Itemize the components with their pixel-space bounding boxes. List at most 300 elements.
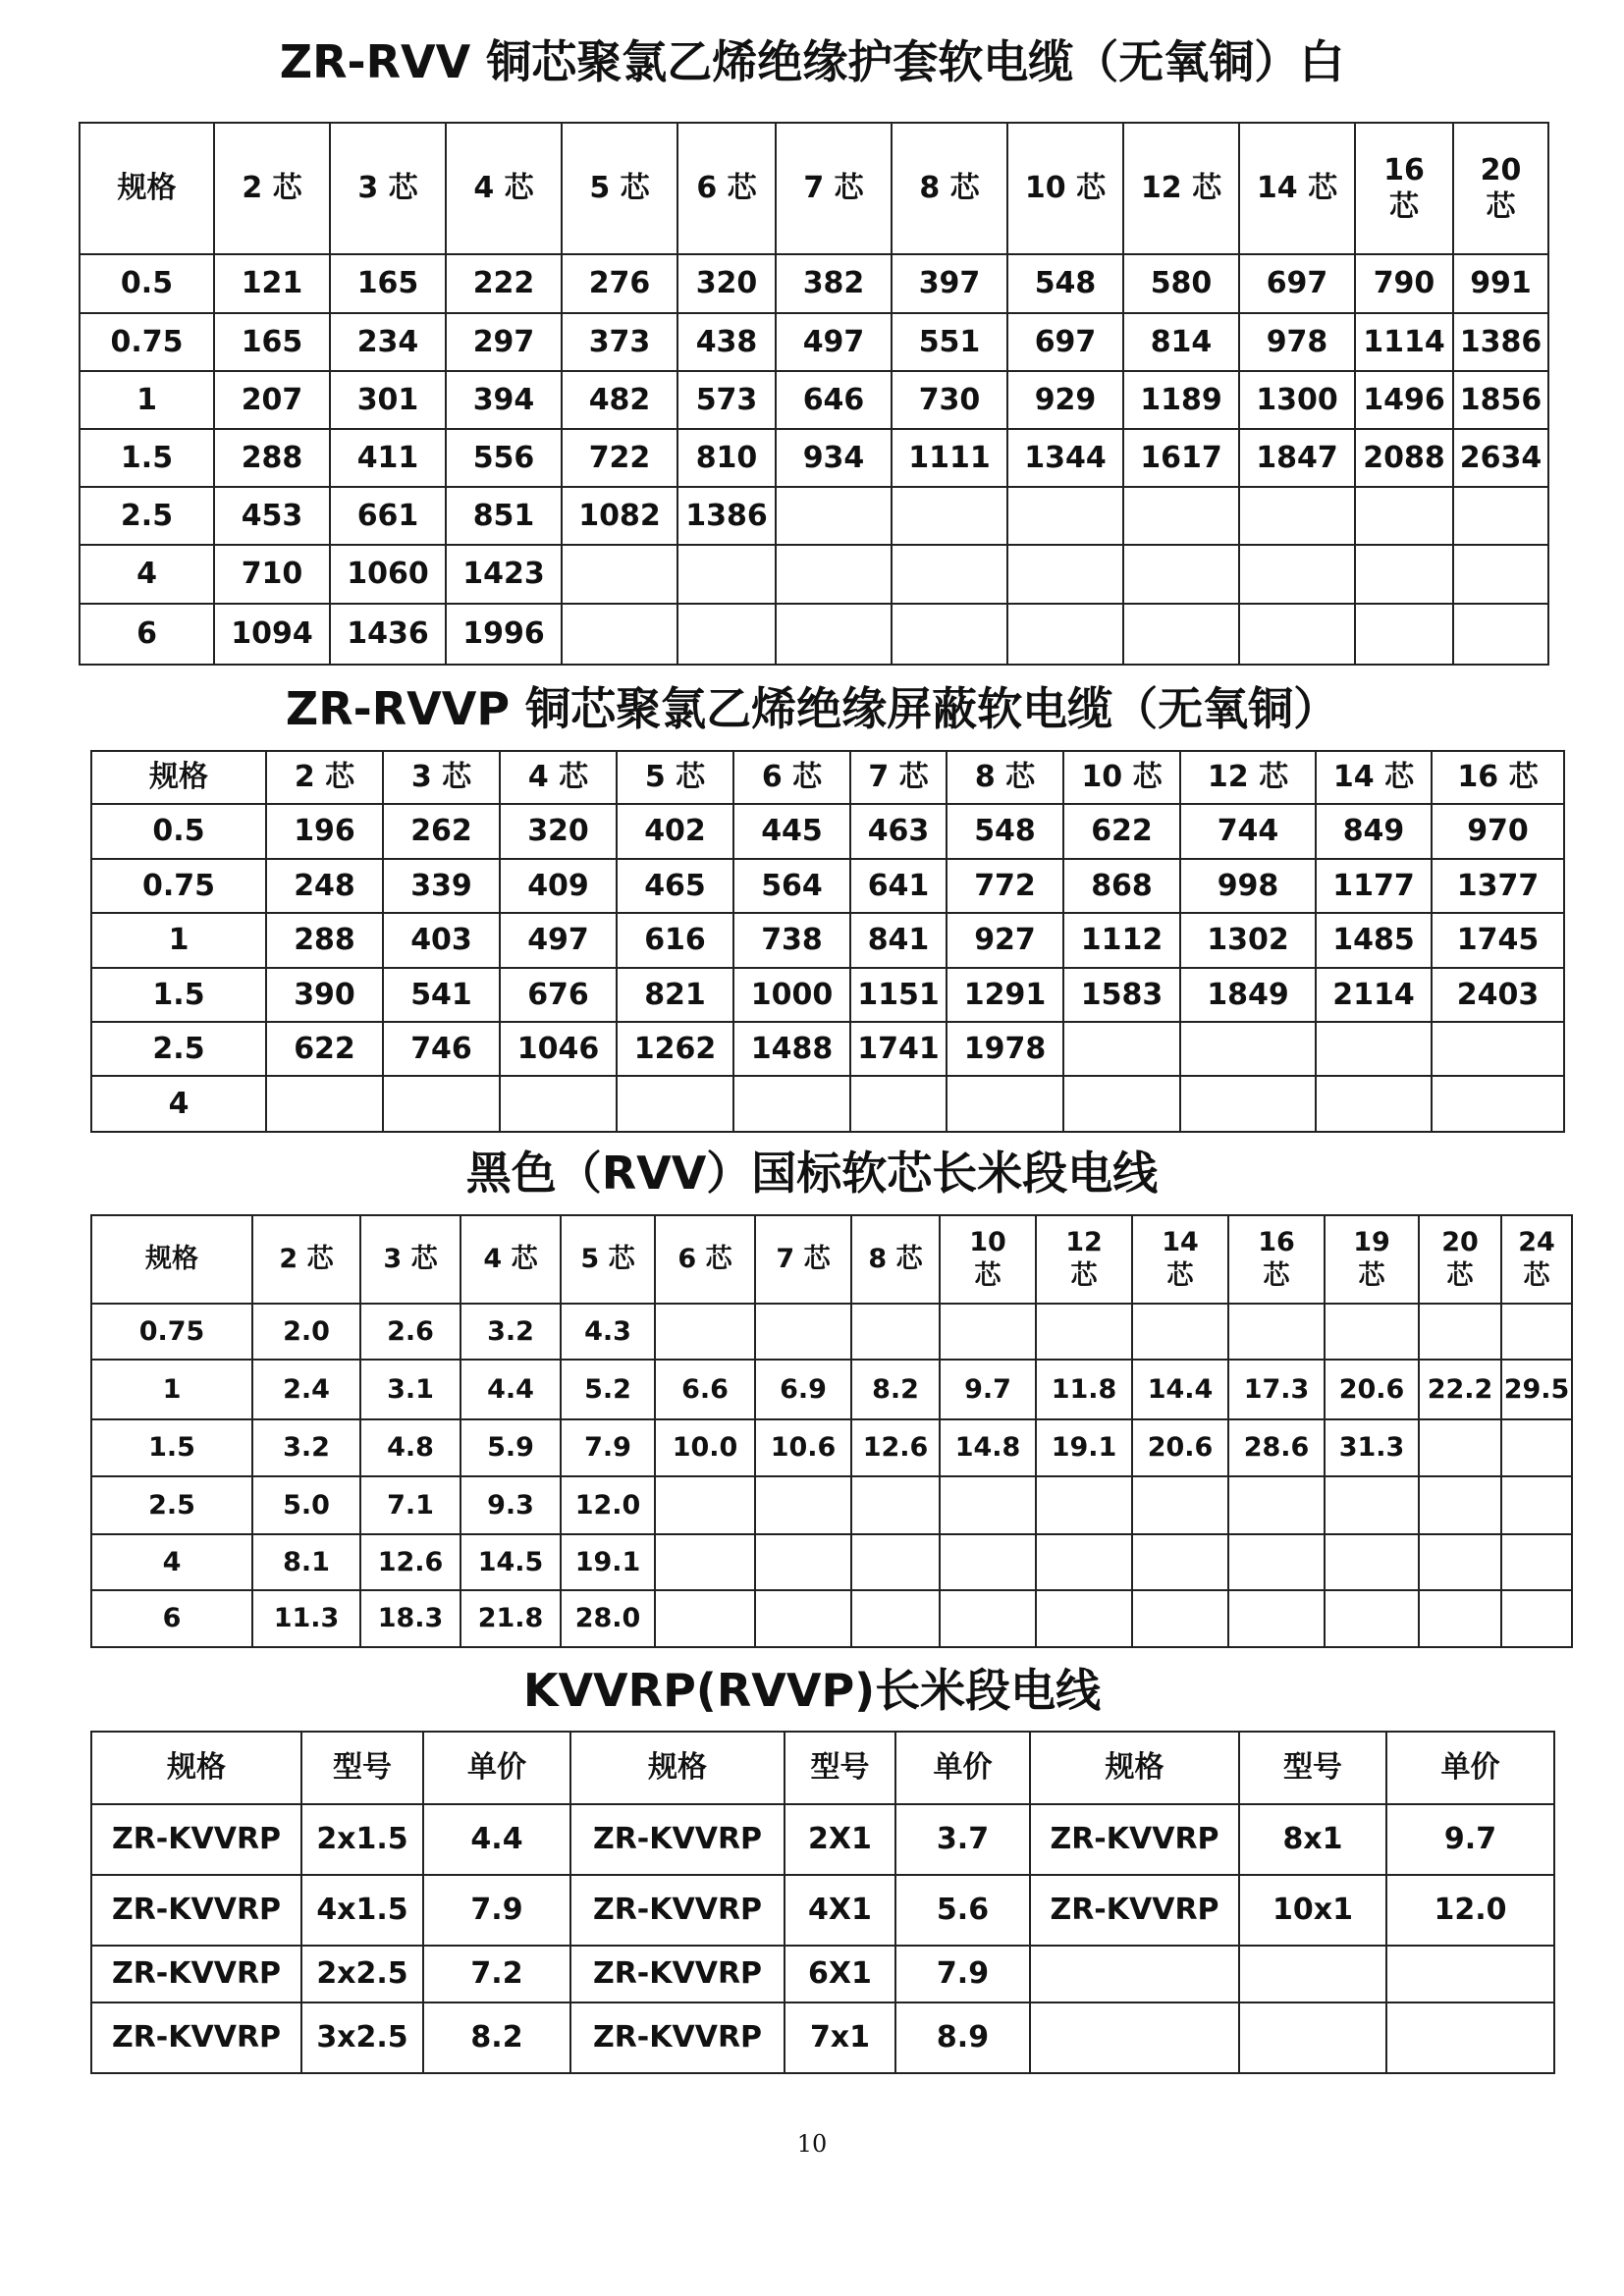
spec-cell: 1 <box>91 1360 252 1419</box>
spec-cell: 4 <box>91 1534 252 1590</box>
header-cell: 6 芯 <box>677 123 776 254</box>
value-cell: 7.9 <box>895 1946 1030 2002</box>
header-row <box>91 751 1564 804</box>
value-cell <box>892 604 1007 665</box>
header-cell: 6 芯 <box>655 1215 755 1304</box>
value-cell: ZR-KVVRP <box>570 2002 785 2073</box>
value-cell <box>1419 1304 1501 1360</box>
value-cell <box>1228 1304 1325 1360</box>
header-cell: 4 芯 <box>460 1215 561 1304</box>
value-cell: 7.1 <box>360 1476 460 1534</box>
value-cell: 991 <box>1453 254 1548 313</box>
value-cell: 165 <box>214 313 330 371</box>
value-cell: 3.7 <box>895 1804 1030 1875</box>
value-cell <box>940 1304 1036 1360</box>
value-cell <box>1030 1946 1239 2002</box>
header-cell: 10 芯 <box>940 1215 1036 1304</box>
value-cell: 14.8 <box>940 1419 1036 1476</box>
rvv-black-table <box>90 1214 1573 1648</box>
header-cell: 20 芯 <box>1419 1215 1501 1304</box>
value-cell <box>755 1534 851 1590</box>
value-cell <box>733 1076 850 1132</box>
value-cell: 1436 <box>330 604 446 665</box>
value-cell <box>1036 1590 1132 1647</box>
value-cell: 28.6 <box>1228 1419 1325 1476</box>
value-cell <box>1386 1946 1554 2002</box>
table-row <box>91 1076 1564 1132</box>
value-cell: 4.4 <box>423 1804 570 1875</box>
value-cell: 2.4 <box>252 1360 360 1419</box>
value-cell <box>1239 1946 1386 2002</box>
value-cell: 738 <box>733 913 850 968</box>
value-cell: 710 <box>214 545 330 604</box>
header-cell: 单价 <box>423 1732 570 1804</box>
value-cell: 548 <box>1007 254 1123 313</box>
value-cell: 14.4 <box>1132 1360 1228 1419</box>
value-cell <box>851 1304 940 1360</box>
header-row <box>80 123 1548 254</box>
spec-cell: 2.5 <box>91 1476 252 1534</box>
table-row <box>80 545 1548 604</box>
spec-cell: 1.5 <box>91 968 266 1022</box>
value-cell <box>617 1076 733 1132</box>
value-cell <box>892 487 1007 545</box>
value-cell: 2X1 <box>785 1804 895 1875</box>
value-cell <box>1063 1022 1180 1076</box>
value-cell <box>1432 1076 1564 1132</box>
value-cell: 8.9 <box>895 2002 1030 2073</box>
header-row <box>91 1215 1572 1304</box>
value-cell: 397 <box>892 254 1007 313</box>
header-cell: 7 芯 <box>776 123 892 254</box>
value-cell: 7x1 <box>785 2002 895 2073</box>
value-cell <box>562 604 677 665</box>
spec-cell: ZR-KVVRP <box>91 1804 301 1875</box>
value-cell <box>1355 487 1453 545</box>
value-cell: 814 <box>1123 313 1239 371</box>
value-cell <box>1325 1304 1419 1360</box>
header-cell: 16 芯 <box>1432 751 1564 804</box>
value-cell: 697 <box>1007 313 1123 371</box>
value-cell: 394 <box>446 371 562 429</box>
value-cell: 20.6 <box>1325 1360 1419 1419</box>
value-cell: 7.9 <box>423 1875 570 1946</box>
value-cell: 9.3 <box>460 1476 561 1534</box>
value-cell: 12.6 <box>851 1419 940 1476</box>
value-cell: 3.2 <box>252 1419 360 1476</box>
value-cell: 1114 <box>1355 313 1453 371</box>
spec-cell: 0.5 <box>91 804 266 859</box>
header-cell: 7 芯 <box>850 751 947 804</box>
value-cell: 3x2.5 <box>301 2002 423 2073</box>
value-cell <box>562 545 677 604</box>
value-cell: 1386 <box>677 487 776 545</box>
value-cell <box>940 1590 1036 1647</box>
value-cell <box>1239 2002 1386 2073</box>
value-cell: 1849 <box>1180 968 1316 1022</box>
value-cell: 301 <box>330 371 446 429</box>
value-cell <box>1007 604 1123 665</box>
value-cell: 497 <box>776 313 892 371</box>
value-cell <box>1239 545 1355 604</box>
value-cell: 5.6 <box>895 1875 1030 1946</box>
value-cell: 1617 <box>1123 429 1239 487</box>
value-cell: 320 <box>677 254 776 313</box>
value-cell: 1291 <box>947 968 1063 1022</box>
value-cell: 10x1 <box>1239 1875 1386 1946</box>
table-row <box>80 313 1548 371</box>
header-cell: 6 芯 <box>733 751 850 804</box>
header-cell: 8 芯 <box>892 123 1007 254</box>
value-cell: 790 <box>1355 254 1453 313</box>
value-cell: 1496 <box>1355 371 1453 429</box>
value-cell: 1177 <box>1316 859 1432 913</box>
value-cell: 1300 <box>1239 371 1355 429</box>
value-cell: 6X1 <box>785 1946 895 2002</box>
value-cell: 248 <box>266 859 383 913</box>
value-cell: 465 <box>617 859 733 913</box>
value-cell: 978 <box>1239 313 1355 371</box>
value-cell: 4.4 <box>460 1360 561 1419</box>
value-cell <box>383 1076 500 1132</box>
value-cell <box>1419 1590 1501 1647</box>
value-cell: 196 <box>266 804 383 859</box>
value-cell <box>1325 1476 1419 1534</box>
table-row <box>80 487 1548 545</box>
value-cell <box>1432 1022 1564 1076</box>
table-row <box>80 254 1548 313</box>
header-cell: 3 芯 <box>360 1215 460 1304</box>
value-cell: 4.8 <box>360 1419 460 1476</box>
value-cell: 573 <box>677 371 776 429</box>
value-cell <box>940 1476 1036 1534</box>
value-cell: 1847 <box>1239 429 1355 487</box>
value-cell: 849 <box>1316 804 1432 859</box>
value-cell <box>1007 487 1123 545</box>
value-cell <box>677 545 776 604</box>
value-cell: 411 <box>330 429 446 487</box>
spec-cell: 2.5 <box>91 1022 266 1076</box>
value-cell: 1189 <box>1123 371 1239 429</box>
value-cell: 10.6 <box>755 1419 851 1476</box>
header-cell: 7 芯 <box>755 1215 851 1304</box>
spec-cell: 0.75 <box>91 859 266 913</box>
value-cell <box>1501 1534 1572 1590</box>
value-cell: 1000 <box>733 968 850 1022</box>
value-cell <box>851 1476 940 1534</box>
value-cell <box>1123 604 1239 665</box>
value-cell: 288 <box>214 429 330 487</box>
value-cell <box>1228 1476 1325 1534</box>
value-cell: 1262 <box>617 1022 733 1076</box>
value-cell: 403 <box>383 913 500 968</box>
table-row <box>91 1590 1572 1647</box>
value-cell: 2088 <box>1355 429 1453 487</box>
value-cell: 21.8 <box>460 1590 561 1647</box>
header-cell: 5 芯 <box>617 751 733 804</box>
value-cell: 5.2 <box>561 1360 655 1419</box>
value-cell: 453 <box>214 487 330 545</box>
header-cell: 3 芯 <box>330 123 446 254</box>
value-cell: 8.1 <box>252 1534 360 1590</box>
value-cell: 18.3 <box>360 1590 460 1647</box>
value-cell: 297 <box>446 313 562 371</box>
header-cell: 规格 <box>570 1732 785 1804</box>
value-cell: 641 <box>850 859 947 913</box>
header-row <box>91 1732 1554 1804</box>
section-3-title: 黑色（RVV）国标软芯长米段电线 <box>465 1147 1159 1200</box>
table-row <box>91 804 1564 859</box>
value-cell: 19.1 <box>1036 1419 1132 1476</box>
value-cell: 1151 <box>850 968 947 1022</box>
value-cell: 1060 <box>330 545 446 604</box>
header-cell: 型号 <box>1239 1732 1386 1804</box>
table-row <box>91 859 1564 913</box>
value-cell: 927 <box>947 913 1063 968</box>
value-cell <box>1132 1304 1228 1360</box>
value-cell: 580 <box>1123 254 1239 313</box>
value-cell: 373 <box>562 313 677 371</box>
value-cell: 1046 <box>500 1022 617 1076</box>
value-cell: 438 <box>677 313 776 371</box>
header-cell: 单价 <box>895 1732 1030 1804</box>
header-cell: 10 芯 <box>1007 123 1123 254</box>
value-cell: 20.6 <box>1132 1419 1228 1476</box>
header-cell: 规格 <box>91 1215 252 1304</box>
header-cell: 单价 <box>1386 1732 1554 1804</box>
value-cell: 2403 <box>1432 968 1564 1022</box>
page-number: 10 <box>796 2130 828 2158</box>
value-cell <box>1325 1534 1419 1590</box>
value-cell <box>1228 1534 1325 1590</box>
value-cell <box>776 545 892 604</box>
header-cell: 19 芯 <box>1325 1215 1419 1304</box>
value-cell <box>1063 1076 1180 1132</box>
table-row <box>91 2002 1554 2073</box>
value-cell <box>776 604 892 665</box>
value-cell: 12.0 <box>1386 1875 1554 1946</box>
value-cell <box>1325 1590 1419 1647</box>
value-cell: 746 <box>383 1022 500 1076</box>
value-cell: 402 <box>617 804 733 859</box>
value-cell: 9.7 <box>1386 1804 1554 1875</box>
value-cell: 165 <box>330 254 446 313</box>
value-cell: 390 <box>266 968 383 1022</box>
value-cell: 262 <box>383 804 500 859</box>
spec-cell: ZR-KVVRP <box>91 1946 301 2002</box>
header-cell: 3 芯 <box>383 751 500 804</box>
value-cell <box>755 1590 851 1647</box>
value-cell: 661 <box>330 487 446 545</box>
value-cell <box>1036 1476 1132 1534</box>
value-cell: 772 <box>947 859 1063 913</box>
table-row <box>80 371 1548 429</box>
value-cell: 1386 <box>1453 313 1548 371</box>
value-cell: 556 <box>446 429 562 487</box>
table-row <box>80 429 1548 487</box>
value-cell: 1745 <box>1432 913 1564 968</box>
value-cell: 1423 <box>446 545 562 604</box>
value-cell <box>1501 1590 1572 1647</box>
value-cell: 646 <box>776 371 892 429</box>
section-1-title: ZR-RVV 铜芯聚氯乙烯绝缘护套软电缆（无氧铜）白 <box>279 35 1345 88</box>
header-cell: 规格 <box>91 1732 301 1804</box>
value-cell: 6.9 <box>755 1360 851 1419</box>
value-cell: 622 <box>266 1022 383 1076</box>
header-cell: 12 芯 <box>1180 751 1316 804</box>
spec-cell: 1 <box>80 371 214 429</box>
rvvp-shield-table <box>90 750 1565 1133</box>
value-cell <box>1036 1304 1132 1360</box>
value-cell: 730 <box>892 371 1007 429</box>
value-cell: 1488 <box>733 1022 850 1076</box>
value-cell: 616 <box>617 913 733 968</box>
value-cell: 1302 <box>1180 913 1316 968</box>
table-row <box>91 1360 1572 1419</box>
value-cell: 222 <box>446 254 562 313</box>
table-row <box>91 913 1564 968</box>
value-cell: 551 <box>892 313 1007 371</box>
header-cell: 2 芯 <box>252 1215 360 1304</box>
spec-cell: 1.5 <box>91 1419 252 1476</box>
value-cell <box>677 604 776 665</box>
value-cell: 11.3 <box>252 1590 360 1647</box>
header-cell: 14 芯 <box>1239 123 1355 254</box>
kvvrp-table <box>90 1731 1555 2074</box>
spec-cell: 6 <box>91 1590 252 1647</box>
value-cell <box>1132 1534 1228 1590</box>
section-2-title: ZR-RVVP 铜芯聚氯乙烯绝缘屏蔽软电缆（无氧铜） <box>285 682 1339 735</box>
header-cell: 规格 <box>1030 1732 1239 1804</box>
value-cell <box>1419 1534 1501 1590</box>
value-cell <box>776 487 892 545</box>
value-cell: 445 <box>733 804 850 859</box>
value-cell: 463 <box>850 804 947 859</box>
value-cell <box>1501 1304 1572 1360</box>
value-cell <box>1239 604 1355 665</box>
table-row <box>91 1304 1572 1360</box>
value-cell <box>892 545 1007 604</box>
spec-cell: 6 <box>80 604 214 665</box>
value-cell <box>1007 545 1123 604</box>
header-cell: 8 芯 <box>947 751 1063 804</box>
value-cell: 970 <box>1432 804 1564 859</box>
value-cell <box>947 1076 1063 1132</box>
value-cell: 541 <box>383 968 500 1022</box>
header-cell: 16 芯 <box>1228 1215 1325 1304</box>
header-cell: 5 芯 <box>562 123 677 254</box>
value-cell: 1111 <box>892 429 1007 487</box>
value-cell: 3.2 <box>460 1304 561 1360</box>
value-cell <box>1453 604 1548 665</box>
section-4-title: KVVRP(RVVP)长米段电线 <box>522 1664 1102 1717</box>
value-cell: 4.3 <box>561 1304 655 1360</box>
value-cell <box>1386 2002 1554 2073</box>
value-cell: 998 <box>1180 859 1316 913</box>
header-cell: 4 芯 <box>500 751 617 804</box>
value-cell: 12.6 <box>360 1534 460 1590</box>
value-cell <box>1501 1419 1572 1476</box>
value-cell <box>1453 487 1548 545</box>
value-cell: ZR-KVVRP <box>570 1875 785 1946</box>
table-row <box>91 1022 1564 1076</box>
value-cell <box>850 1076 947 1132</box>
spec-cell: 4 <box>80 545 214 604</box>
header-cell: 12 芯 <box>1036 1215 1132 1304</box>
header-cell: 24 芯 <box>1501 1215 1572 1304</box>
value-cell: 121 <box>214 254 330 313</box>
value-cell <box>1419 1476 1501 1534</box>
value-cell: 2x2.5 <box>301 1946 423 2002</box>
header-cell: 14 芯 <box>1132 1215 1228 1304</box>
value-cell <box>1228 1590 1325 1647</box>
value-cell <box>755 1476 851 1534</box>
value-cell: 497 <box>500 913 617 968</box>
value-cell: 1112 <box>1063 913 1180 968</box>
table-row <box>80 604 1548 665</box>
value-cell: 934 <box>776 429 892 487</box>
table-row <box>91 1875 1554 1946</box>
value-cell <box>655 1590 755 1647</box>
value-cell <box>1030 2002 1239 2073</box>
value-cell: 234 <box>330 313 446 371</box>
value-cell: 548 <box>947 804 1063 859</box>
header-cell: 14 芯 <box>1316 751 1432 804</box>
value-cell <box>1123 487 1239 545</box>
value-cell: 2x1.5 <box>301 1804 423 1875</box>
value-cell: 5.0 <box>252 1476 360 1534</box>
spec-cell: 4 <box>91 1076 266 1132</box>
value-cell: 28.0 <box>561 1590 655 1647</box>
value-cell <box>655 1304 755 1360</box>
value-cell: ZR-KVVRP <box>570 1804 785 1875</box>
value-cell: 868 <box>1063 859 1180 913</box>
table-row <box>91 1476 1572 1534</box>
header-cell: 20 芯 <box>1453 123 1548 254</box>
value-cell: 10.0 <box>655 1419 755 1476</box>
value-cell: 14.5 <box>460 1534 561 1590</box>
value-cell <box>266 1076 383 1132</box>
value-cell: ZR-KVVRP <box>1030 1804 1239 1875</box>
spec-cell: 0.75 <box>80 313 214 371</box>
value-cell: 11.8 <box>1036 1360 1132 1419</box>
value-cell: 2634 <box>1453 429 1548 487</box>
value-cell: 22.2 <box>1419 1360 1501 1419</box>
value-cell: 320 <box>500 804 617 859</box>
value-cell <box>1419 1419 1501 1476</box>
value-cell: 841 <box>850 913 947 968</box>
value-cell: 722 <box>562 429 677 487</box>
header-cell: 5 芯 <box>561 1215 655 1304</box>
value-cell <box>1316 1076 1432 1132</box>
value-cell <box>1239 487 1355 545</box>
value-cell <box>655 1476 755 1534</box>
value-cell: 482 <box>562 371 677 429</box>
header-cell: 型号 <box>301 1732 423 1804</box>
header-cell: 规格 <box>80 123 214 254</box>
value-cell <box>1132 1590 1228 1647</box>
value-cell <box>1355 545 1453 604</box>
value-cell: 1485 <box>1316 913 1432 968</box>
spec-cell: 1.5 <box>80 429 214 487</box>
spec-cell: ZR-KVVRP <box>91 2002 301 2073</box>
value-cell: 697 <box>1239 254 1355 313</box>
value-cell: 1978 <box>947 1022 1063 1076</box>
value-cell: 622 <box>1063 804 1180 859</box>
header-cell: 4 芯 <box>446 123 562 254</box>
value-cell: 564 <box>733 859 850 913</box>
value-cell: ZR-KVVRP <box>1030 1875 1239 1946</box>
